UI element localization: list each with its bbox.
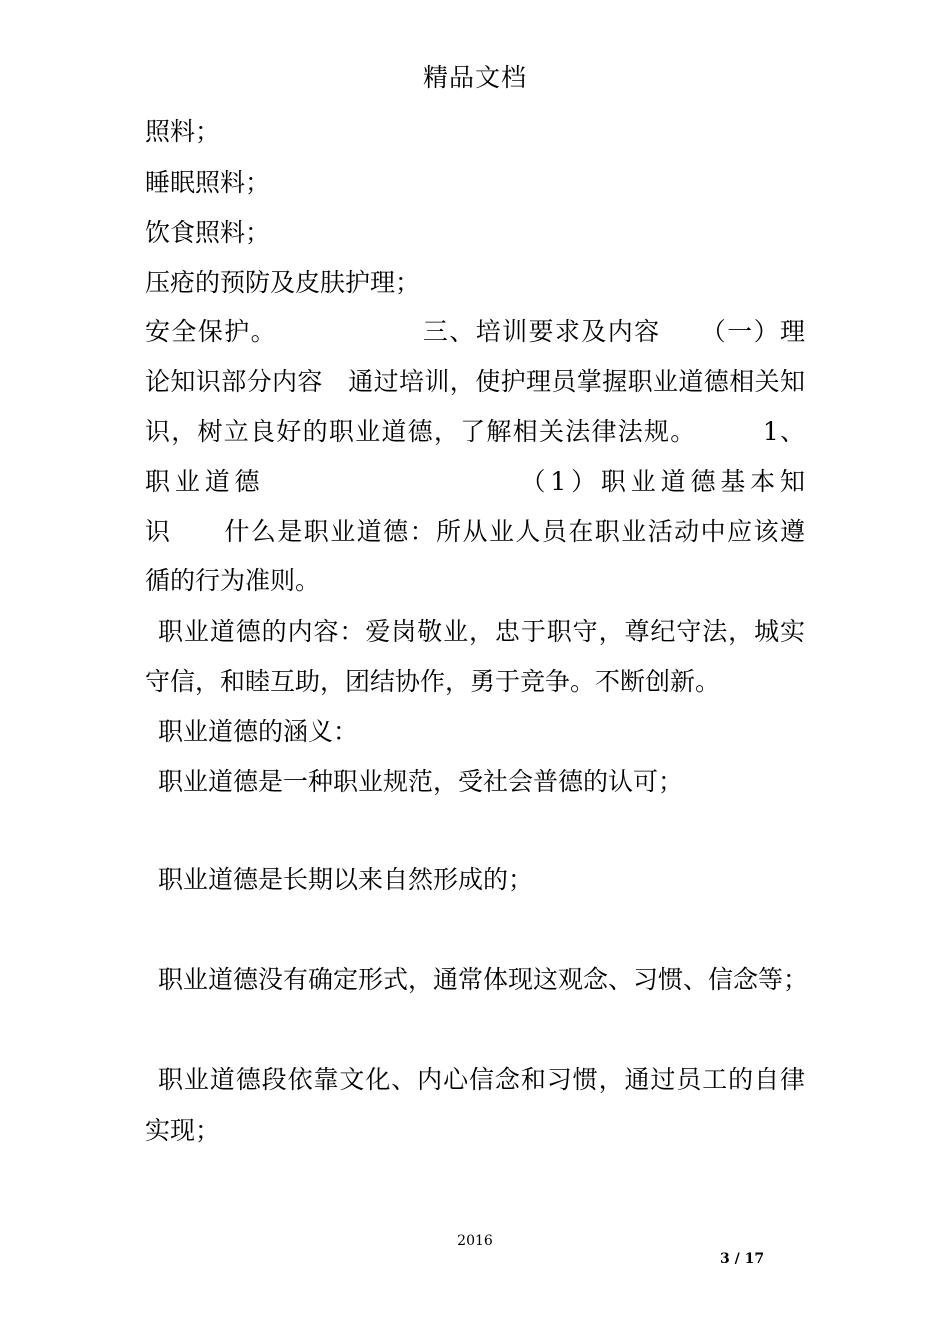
text-line: 安全保护。 三、培训要求及内容 （一）理 — [145, 317, 805, 346]
text-line: 职业道德没有确定形式，通常体现这观念、习惯、信念等； — [158, 965, 809, 994]
text-line: 识 什么是职业道德：所从业人员在职业活动中应该遵 — [145, 517, 805, 546]
page-header-title: 精品文档 — [422, 63, 527, 92]
page-number: 3 / 17 — [720, 1251, 765, 1267]
text-line: 职业道德段依靠文化、内心信念和习惯，通过员工的自律 — [158, 1065, 805, 1094]
text-line: 守信，和睦互助，团结协作，勇于竞争。不断创新。 — [145, 667, 721, 696]
text-line: 循的行为准则。 — [145, 566, 321, 595]
text-line: 饮食照料； — [145, 218, 271, 247]
text-line: 职业道德的涵义： — [158, 717, 359, 746]
text-line: 睡眠照料； — [145, 168, 271, 197]
text-line: 论知识部分内容 通过培训，使护理员掌握职业道德相关知 — [145, 367, 805, 396]
text-line: 照料； — [145, 117, 221, 146]
text-line: 实现； — [145, 1116, 221, 1145]
text-line: 职业道德是一种职业规范，受社会普德的认可； — [158, 767, 684, 796]
text-line: 职业道德的内容：爱岗敬业，忠于职守，尊纪守法，城实 — [158, 617, 805, 646]
text-line: 压疮的预防及皮肤护理； — [145, 268, 421, 297]
text-line: 识，树立良好的职业道德，了解相关法律法规。 1、 — [145, 417, 805, 446]
text-line: 职业道德是长期以来自然形成的； — [158, 865, 534, 894]
text-line: 职业道德 （1）职业道德基本知 — [145, 467, 805, 496]
footer-year: 2016 — [457, 1233, 493, 1249]
